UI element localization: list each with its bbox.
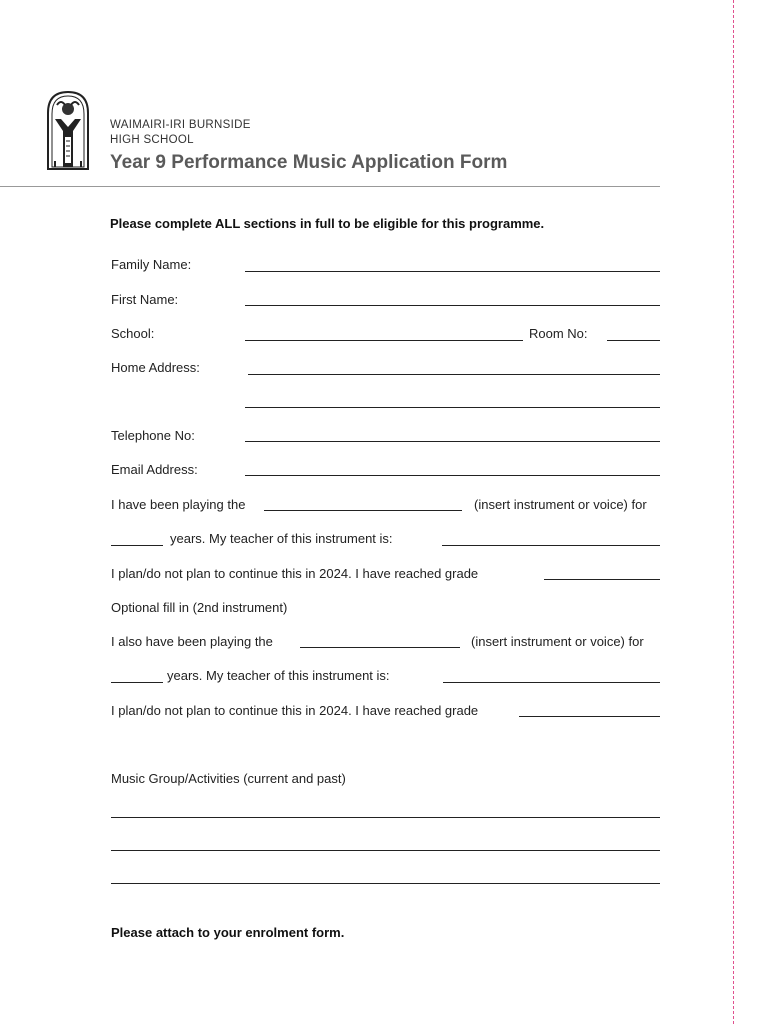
home-address-field-line2[interactable]: [245, 407, 660, 408]
school-name-line1: WAIMAIRI-IRI BURNSIDE: [110, 119, 251, 131]
insert-instrument-text: (insert instrument or voice) for: [474, 497, 647, 512]
home-address-label: Home Address:: [111, 360, 200, 375]
plan-text: I plan/do not plan to continue this in 2024. I have reached grade: [111, 566, 479, 581]
grade-1-field[interactable]: [544, 579, 660, 580]
years-1-field[interactable]: [111, 545, 163, 546]
playing-prefix-text: I have been playing the: [111, 497, 246, 512]
school-field[interactable]: [245, 340, 523, 341]
instructions-text: Please complete ALL sections in full to be eligible for this programme.: [110, 216, 545, 231]
insert-instrument-text-2: (insert instrument or voice) for: [471, 634, 644, 649]
music-groups-label: Music Group/Activities (current and past): [111, 771, 346, 786]
also-playing-prefix-text: I also have been playing the: [111, 634, 273, 649]
teacher-1-field[interactable]: [442, 545, 660, 546]
family-name-field[interactable]: [245, 271, 660, 272]
telephone-label: Telephone No:: [111, 428, 195, 443]
header-divider: [0, 186, 660, 187]
email-field[interactable]: [245, 475, 660, 476]
room-no-field[interactable]: [607, 340, 660, 341]
grade-2-field[interactable]: [519, 716, 660, 717]
school-label: School:: [111, 326, 155, 341]
email-label: Email Address:: [111, 462, 198, 477]
instrument-2-field[interactable]: [300, 647, 460, 648]
attach-note: Please attach to your enrolment form.: [111, 925, 345, 940]
years-teacher-text-2: years. My teacher of this instrument is:: [167, 668, 390, 683]
years-teacher-text: years. My teacher of this instrument is:: [170, 531, 393, 546]
family-name-label: Family Name:: [111, 257, 192, 272]
page-margin-guide: [733, 0, 734, 1024]
first-name-label: First Name:: [111, 292, 179, 307]
optional-section-label: Optional fill in (2nd instrument): [111, 600, 288, 615]
first-name-field[interactable]: [245, 305, 660, 306]
school-logo: [45, 89, 91, 171]
music-groups-field-line2[interactable]: [111, 850, 660, 851]
telephone-field[interactable]: [245, 441, 660, 442]
home-address-field-line1[interactable]: [248, 374, 660, 375]
school-name-line2: HIGH SCHOOL: [110, 134, 194, 146]
years-2-field[interactable]: [111, 682, 163, 683]
plan-text-2: I plan/do not plan to continue this in 2024. I have reached grade: [111, 703, 479, 718]
music-groups-field-line3[interactable]: [111, 883, 660, 884]
teacher-2-field[interactable]: [443, 682, 660, 683]
instrument-1-field[interactable]: [264, 510, 462, 511]
page-title: Year 9 Performance Music Application Form: [110, 152, 508, 173]
music-groups-field-line1[interactable]: [111, 817, 660, 818]
room-no-label: Room No:: [529, 326, 588, 341]
